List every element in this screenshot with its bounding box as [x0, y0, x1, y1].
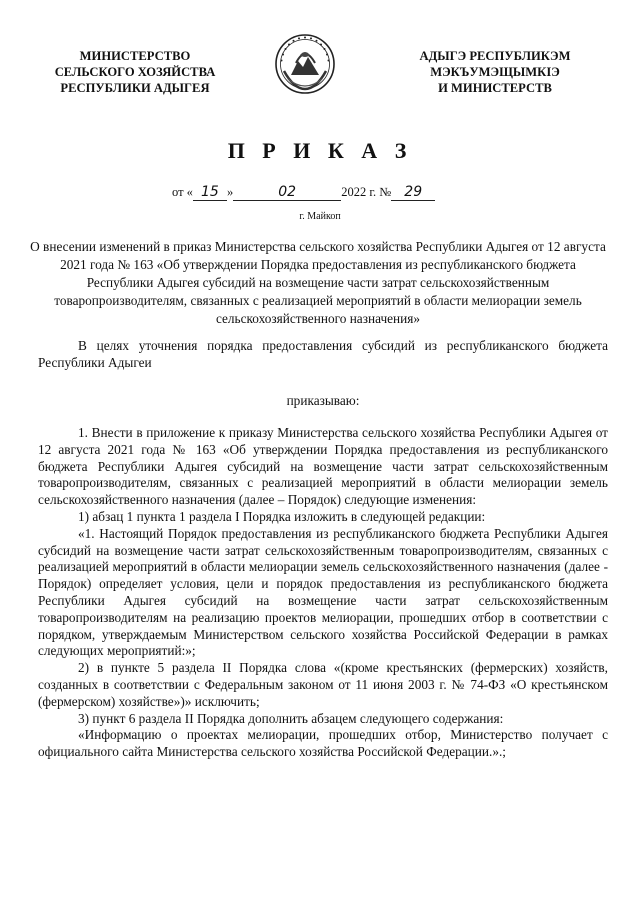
city-label: г. Майкоп: [299, 211, 341, 222]
order-dateline: [172, 184, 435, 201]
date-year: 2022 г. №: [341, 185, 392, 199]
preamble-text: В целях уточнения порядка предоставления субсидий из республиканского бюджета Республики Адыгеи: [38, 338, 608, 370]
order-word: приказываю:: [286, 393, 360, 408]
order-number: 29: [404, 184, 423, 200]
body-paragraph: 3) пункт 6 раздела II Порядка дополнить абзацем следующего содержания:: [78, 710, 504, 726]
date-day: 15: [201, 184, 219, 200]
ministry-name-russian: [50, 48, 220, 96]
ministry-name-adyghe: [400, 48, 590, 96]
document-title: П Р И К А З: [227, 138, 413, 163]
order-word-block: [38, 393, 608, 410]
body-paragraph: 1. Внести в приложение к приказу Министерства сельского хозяйства Республики Адыгея от 12 августа 2021 года № 163 «Об утверждении Порядка предоставления из республиканского бюджета Республики Адыгея субсидий на возмещение части затрат сельскохозяйственным товаропроизводителям, связанных с реализацией мероприятий в области мелиорации земель сельскохозяйственного назначения (далее – Порядок) следующие изменения:: [38, 425, 608, 508]
body-paragraph: «Информацию о проектах мелиорации, прошедших отбор, Министерство получает с официального сайта Министерства сельского хозяйства Российской Федерации.».;: [38, 727, 608, 760]
order-subject: О внесении изменений в приказ Министерства сельского хозяйства Республики Адыгея от 12 августа 2021 года № 163 «Об утверждении Порядка предоставления из республиканского бюджета Республики Адыгея субсидий на возмещение части затрат сельскохозяйственным товаропроизводителям, связанных с реализацией мероприятий в области мелиорации земель сельскохозяйственного назначения»: [30, 239, 606, 326]
header-right-line: АДЫГЭ РЕСПУБЛИКЭМ: [419, 49, 571, 63]
header-left-line: МИНИСТЕРСТВО: [79, 49, 191, 63]
date-month: 02: [278, 184, 297, 200]
header-right-line: И МИНИСТЕРСТВ: [438, 81, 552, 95]
body-paragraph: «1. Настоящий Порядок предоставления из республиканского бюджета Республики Адыгея субсидий на возмещение части затрат сельскохозяйственным товаропроизводителям, связанных с реализацией мероприятий в области мелиорации земель сельскохозяйственного назначения (далее - Порядок) определяет условия, цели и порядок предоставления из республиканского бюджета Республики Адыгея субсидий на возмещение части затрат сельскохозяйственным товаропроизводителям на реализацию проектов мелиорации, прошедших отбор в соответствии с порядком, утверждаемым Министерством сельского хозяйства Российской Федерации в рамках следующих мероприятий:»;: [38, 525, 608, 659]
preamble-block: [38, 338, 608, 372]
body-paragraph: 2) в пункте 5 раздела II Порядка слова «(кроме крестьянских (фермерских) хозяйств, созданных в соответствии с Федеральным законом от 11 июня 2003 г. № 74-ФЗ «О крестьянском (фермерском) хозяйстве»)» исключить;: [38, 660, 608, 709]
order-body: [38, 425, 608, 761]
header-left-line: СЕЛЬСКОГО ХОЗЯЙСТВА: [54, 65, 216, 79]
header-right-line: МЭКЪУМЭЩЫМКIЭ: [430, 65, 560, 79]
republic-of-adygea-coat-of-arms-icon: [274, 33, 336, 95]
body-paragraph: 1) абзац 1 пункта 1 раздела I Порядка изложить в следующей редакции:: [78, 508, 486, 524]
date-prefix: от «: [172, 185, 193, 199]
header-left-line: РЕСПУБЛИКИ АДЫГЕЯ: [60, 81, 210, 95]
date-quote: »: [226, 185, 234, 199]
